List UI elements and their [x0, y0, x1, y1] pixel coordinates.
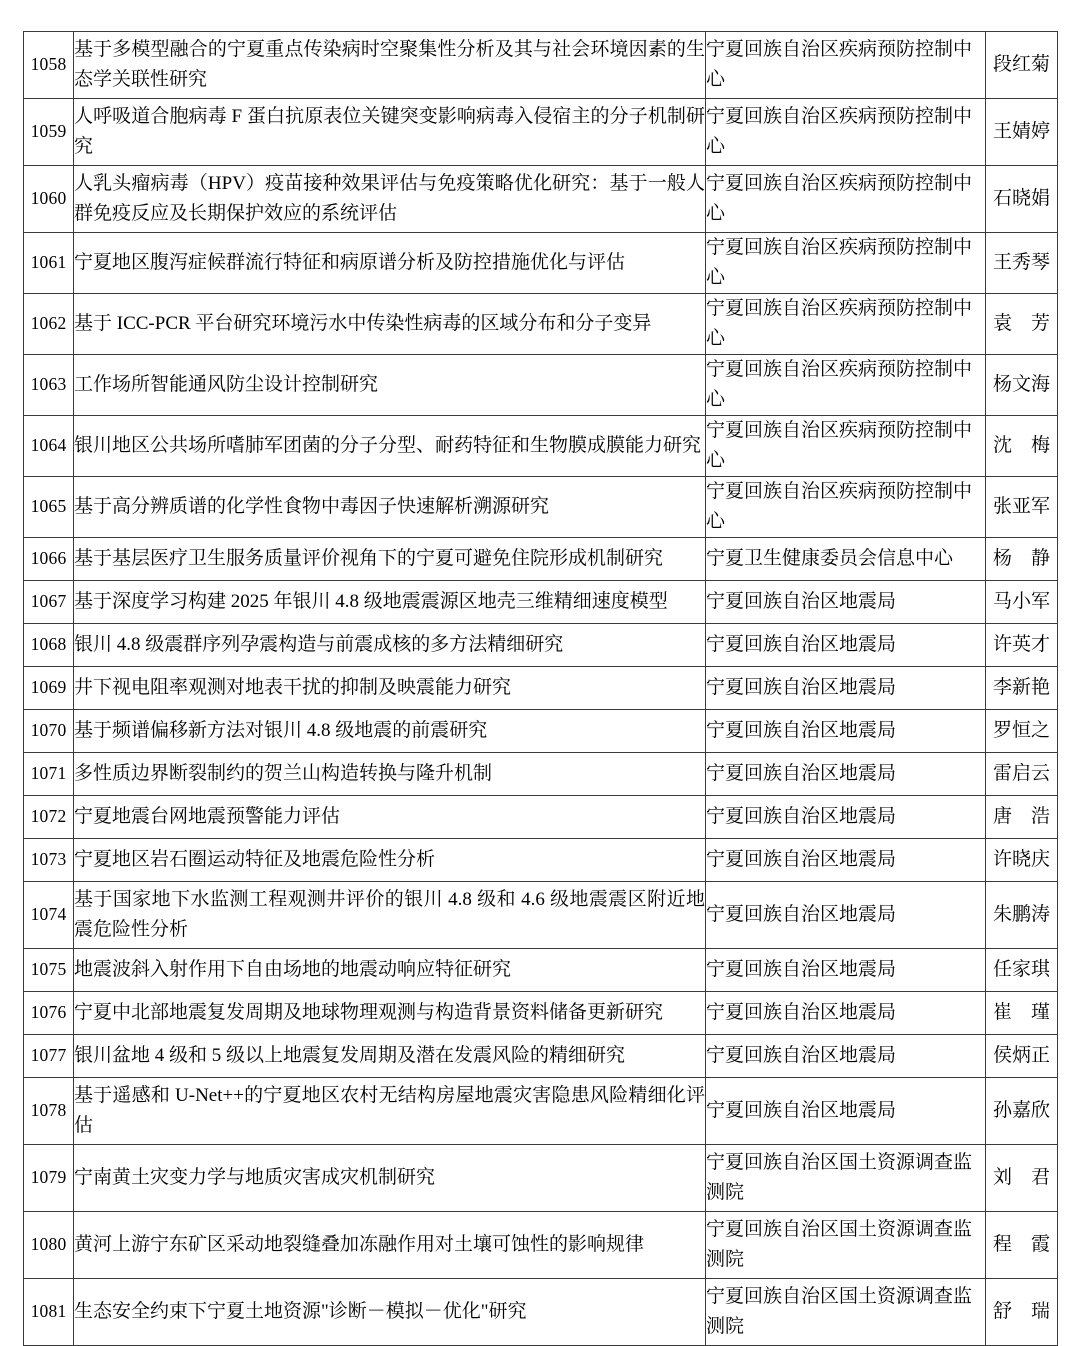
person-name-cell: 李新艳: [986, 667, 1058, 710]
project-title-cell: 人呼吸道合胞病毒 F 蛋白抗原表位关键突变影响病毒入侵宿主的分子机制研究: [74, 99, 706, 166]
table-row: [24, 32, 1058, 99]
person-name-cell: 许晓庆: [986, 839, 1058, 882]
table-row: [24, 624, 1058, 667]
organization-cell: 宁夏回族自治区疾病预防控制中心: [706, 99, 986, 166]
row-id-cell: 1080: [24, 1212, 74, 1279]
table-row: [24, 710, 1058, 753]
row-id-cell: 1070: [24, 710, 74, 753]
project-title-cell: 宁夏地区腹泻症候群流行特征和病原谱分析及防控措施优化与评估: [74, 233, 706, 294]
organization-cell: 宁夏回族自治区地震局: [706, 992, 986, 1035]
organization-cell: 宁夏回族自治区地震局: [706, 753, 986, 796]
table-row: [24, 416, 1058, 477]
person-name-cell: 石晓娟: [986, 166, 1058, 233]
project-table-wrapper: [23, 31, 1057, 1346]
organization-cell: 宁夏回族自治区疾病预防控制中心: [706, 294, 986, 355]
organization-cell: 宁夏回族自治区疾病预防控制中心: [706, 416, 986, 477]
person-name-cell: 王婧婷: [986, 99, 1058, 166]
table-row: [24, 99, 1058, 166]
row-id-cell: 1066: [24, 538, 74, 581]
table-row: [24, 355, 1058, 416]
project-title-cell: 基于深度学习构建 2025 年银川 4.8 级地震震源区地壳三维精细速度模型: [74, 581, 706, 624]
project-title-cell: 银川地区公共场所嗜肺军团菌的分子分型、耐药特征和生物膜成膜能力研究: [74, 416, 706, 477]
table-row: [24, 233, 1058, 294]
table-row: [24, 1035, 1058, 1078]
organization-cell: 宁夏回族自治区国土资源调查监测院: [706, 1212, 986, 1279]
project-title-cell: 基于遥感和 U-Net++的宁夏地区农村无结构房屋地震灾害隐患风险精细化评估: [74, 1078, 706, 1145]
row-id-cell: 1079: [24, 1145, 74, 1212]
row-id-cell: 1073: [24, 839, 74, 882]
project-title-cell: 宁南黄土灾变力学与地质灾害成灾机制研究: [74, 1145, 706, 1212]
project-table-body: [24, 32, 1058, 1346]
organization-cell: 宁夏回族自治区地震局: [706, 796, 986, 839]
table-row: [24, 667, 1058, 710]
person-name-cell: 孙嘉欣: [986, 1078, 1058, 1145]
project-title-cell: 宁夏中北部地震复发周期及地球物理观测与构造背景资料储备更新研究: [74, 992, 706, 1035]
person-name-cell: 袁 芳: [986, 294, 1058, 355]
row-id-cell: 1060: [24, 166, 74, 233]
table-row: [24, 1145, 1058, 1212]
project-title-cell: 基于基层医疗卫生服务质量评价视角下的宁夏可避免住院形成机制研究: [74, 538, 706, 581]
table-row: [24, 753, 1058, 796]
person-name-cell: 任家琪: [986, 949, 1058, 992]
person-name-cell: 唐 浩: [986, 796, 1058, 839]
row-id-cell: 1069: [24, 667, 74, 710]
organization-cell: 宁夏回族自治区疾病预防控制中心: [706, 233, 986, 294]
organization-cell: 宁夏回族自治区地震局: [706, 882, 986, 949]
row-id-cell: 1075: [24, 949, 74, 992]
table-row: [24, 538, 1058, 581]
row-id-cell: 1063: [24, 355, 74, 416]
person-name-cell: 雷启云: [986, 753, 1058, 796]
organization-cell: 宁夏回族自治区地震局: [706, 1078, 986, 1145]
project-title-cell: 基于高分辨质谱的化学性食物中毒因子快速解析溯源研究: [74, 477, 706, 538]
person-name-cell: 王秀琴: [986, 233, 1058, 294]
table-row: [24, 992, 1058, 1035]
person-name-cell: 段红菊: [986, 32, 1058, 99]
row-id-cell: 1065: [24, 477, 74, 538]
project-title-cell: 基于国家地下水监测工程观测井评价的银川 4.8 级和 4.6 级地震震区附近地震危险性分析: [74, 882, 706, 949]
organization-cell: 宁夏回族自治区地震局: [706, 710, 986, 753]
person-name-cell: 马小军: [986, 581, 1058, 624]
organization-cell: 宁夏回族自治区疾病预防控制中心: [706, 355, 986, 416]
organization-cell: 宁夏回族自治区疾病预防控制中心: [706, 477, 986, 538]
project-title-cell: 人乳头瘤病毒（HPV）疫苗接种效果评估与免疫策略优化研究：基于一般人群免疫反应及长期保护效应的系统评估: [74, 166, 706, 233]
table-row: [24, 839, 1058, 882]
row-id-cell: 1068: [24, 624, 74, 667]
row-id-cell: 1081: [24, 1279, 74, 1346]
row-id-cell: 1059: [24, 99, 74, 166]
organization-cell: 宁夏回族自治区疾病预防控制中心: [706, 166, 986, 233]
row-id-cell: 1062: [24, 294, 74, 355]
row-id-cell: 1077: [24, 1035, 74, 1078]
person-name-cell: 崔 瑾: [986, 992, 1058, 1035]
table-row: [24, 1279, 1058, 1346]
organization-cell: 宁夏回族自治区地震局: [706, 839, 986, 882]
person-name-cell: 朱鹏涛: [986, 882, 1058, 949]
organization-cell: 宁夏卫生健康委员会信息中心: [706, 538, 986, 581]
row-id-cell: 1067: [24, 581, 74, 624]
person-name-cell: 杨 静: [986, 538, 1058, 581]
row-id-cell: 1074: [24, 882, 74, 949]
table-row: [24, 949, 1058, 992]
row-id-cell: 1061: [24, 233, 74, 294]
row-id-cell: 1058: [24, 32, 74, 99]
project-title-cell: 银川盆地 4 级和 5 级以上地震复发周期及潜在发震风险的精细研究: [74, 1035, 706, 1078]
project-title-cell: 地震波斜入射作用下自由场地的地震动响应特征研究: [74, 949, 706, 992]
organization-cell: 宁夏回族自治区地震局: [706, 1035, 986, 1078]
organization-cell: 宁夏回族自治区地震局: [706, 581, 986, 624]
person-name-cell: 沈 梅: [986, 416, 1058, 477]
person-name-cell: 舒 瑞: [986, 1279, 1058, 1346]
project-title-cell: 生态安全约束下宁夏土地资源"诊断－模拟－优化"研究: [74, 1279, 706, 1346]
project-title-cell: 多性质边界断裂制约的贺兰山构造转换与隆升机制: [74, 753, 706, 796]
project-title-cell: 基于多模型融合的宁夏重点传染病时空聚集性分析及其与社会环境因素的生态学关联性研究: [74, 32, 706, 99]
table-row: [24, 1078, 1058, 1145]
row-id-cell: 1071: [24, 753, 74, 796]
project-table: [23, 31, 1058, 1346]
person-name-cell: 刘 君: [986, 1145, 1058, 1212]
project-title-cell: 基于 ICC-PCR 平台研究环境污水中传染性病毒的区域分布和分子变异: [74, 294, 706, 355]
organization-cell: 宁夏回族自治区地震局: [706, 667, 986, 710]
row-id-cell: 1078: [24, 1078, 74, 1145]
organization-cell: 宁夏回族自治区国土资源调查监测院: [706, 1279, 986, 1346]
person-name-cell: 杨文海: [986, 355, 1058, 416]
project-title-cell: 基于频谱偏移新方法对银川 4.8 级地震的前震研究: [74, 710, 706, 753]
organization-cell: 宁夏回族自治区疾病预防控制中心: [706, 32, 986, 99]
table-row: [24, 1212, 1058, 1279]
organization-cell: 宁夏回族自治区地震局: [706, 624, 986, 667]
table-row: [24, 882, 1058, 949]
table-row: [24, 796, 1058, 839]
person-name-cell: 罗恒之: [986, 710, 1058, 753]
project-title-cell: 宁夏地区岩石圈运动特征及地震危险性分析: [74, 839, 706, 882]
person-name-cell: 程 霞: [986, 1212, 1058, 1279]
project-title-cell: 工作场所智能通风防尘设计控制研究: [74, 355, 706, 416]
organization-cell: 宁夏回族自治区地震局: [706, 949, 986, 992]
table-row: [24, 477, 1058, 538]
table-row: [24, 166, 1058, 233]
row-id-cell: 1076: [24, 992, 74, 1035]
project-title-cell: 黄河上游宁东矿区采动地裂缝叠加冻融作用对土壤可蚀性的影响规律: [74, 1212, 706, 1279]
table-row: [24, 294, 1058, 355]
organization-cell: 宁夏回族自治区国土资源调查监测院: [706, 1145, 986, 1212]
project-title-cell: 宁夏地震台网地震预警能力评估: [74, 796, 706, 839]
row-id-cell: 1064: [24, 416, 74, 477]
row-id-cell: 1072: [24, 796, 74, 839]
person-name-cell: 侯炳正: [986, 1035, 1058, 1078]
project-title-cell: 井下视电阻率观测对地表干扰的抑制及映震能力研究: [74, 667, 706, 710]
person-name-cell: 张亚军: [986, 477, 1058, 538]
project-title-cell: 银川 4.8 级震群序列孕震构造与前震成核的多方法精细研究: [74, 624, 706, 667]
table-row: [24, 581, 1058, 624]
person-name-cell: 许英才: [986, 624, 1058, 667]
